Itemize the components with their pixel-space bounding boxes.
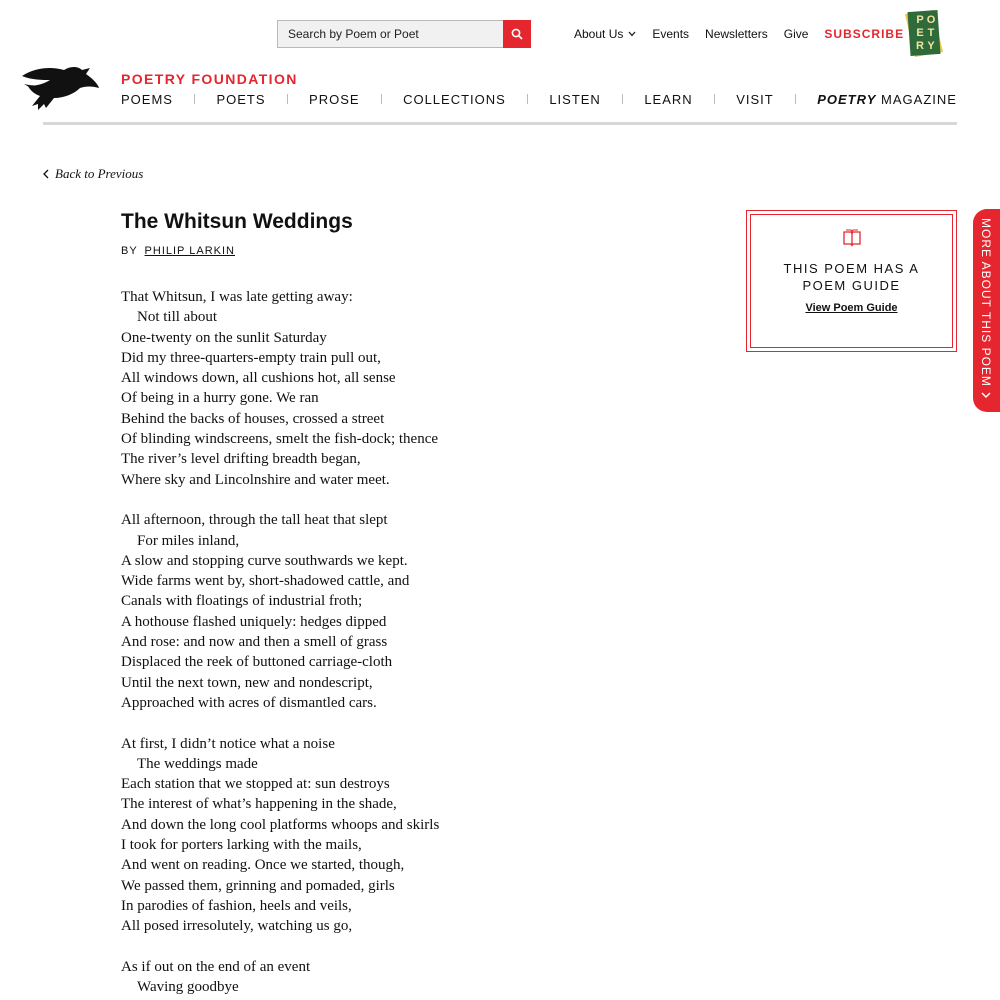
poem-line: A hothouse flashed uniquely: hedges dipped (121, 613, 387, 630)
poem-line: One-twenty on the sunlit Saturday (121, 329, 327, 346)
poem-guide-heading (751, 260, 952, 294)
poem-line: And rose: and now and then a smell of grass (121, 634, 388, 651)
poem-line: At first, I didn’t notice what a noise (121, 735, 335, 752)
poem-line: The river’s level drifting breadth began, (121, 451, 361, 468)
nav-poets[interactable]: POETS (216, 91, 266, 107)
poem-line: Until the next town, new and nondescript, (121, 674, 373, 691)
poem-line: A slow and stopping curve southwards we kept. (121, 552, 408, 569)
logo-letter: T (927, 27, 935, 39)
stanza-break (121, 937, 681, 957)
nav-listen[interactable]: LISTEN (549, 91, 601, 107)
poem-body (121, 287, 681, 997)
nav-visit[interactable]: VISIT (736, 91, 774, 107)
nav-separator (714, 94, 715, 104)
back-to-previous-link[interactable] (43, 166, 143, 182)
logo-letter: P (916, 14, 924, 26)
poem-guide-heading-line-2: POEM GUIDE (802, 278, 901, 293)
poem-line: All posed irresolutely, watching us go, (121, 918, 353, 935)
poem-line: Not till about (137, 309, 217, 326)
logo-letter: Y (927, 40, 935, 52)
nav-poems[interactable]: POEMS (121, 91, 173, 107)
about-us-menu[interactable] (574, 27, 636, 41)
nav-magazine-rest: MAGAZINE (881, 91, 957, 107)
poem-line: All afternoon, through the tall heat that slept (121, 512, 388, 529)
poem-title: The Whitsun Weddings (121, 210, 353, 233)
nav-separator (622, 94, 623, 104)
search-icon (511, 28, 523, 40)
nav-learn[interactable]: LEARN (644, 91, 693, 107)
search-button[interactable] (503, 20, 531, 48)
poem-line: All windows down, all cushions hot, all sense (121, 370, 396, 387)
poem-line: As if out on the end of an event (121, 958, 311, 975)
poem-line: Behind the backs of houses, crossed a street (121, 410, 385, 427)
poem-line: We passed them, grinning and pomaded, girls (121, 877, 395, 894)
poem-line: Each station that we stopped at: sun destroys (121, 776, 390, 793)
poem-guide-heading-line-1: THIS POEM HAS A (783, 261, 920, 276)
open-book-icon (842, 229, 862, 247)
poem-line: Approached with acres of dismantled cars. (121, 694, 377, 711)
poem-line: For miles inland, (137, 532, 240, 549)
poem-line: Canals with floatings of industrial froth; (121, 593, 363, 610)
main-nav (121, 90, 957, 108)
author-link[interactable]: PHILIP LARKIN (144, 245, 235, 257)
give-link[interactable]: Give (783, 27, 809, 41)
poem-line: Where sky and Lincolnshire and water meet. (121, 471, 390, 488)
more-about-tab-label: MORE ABOUT THIS POEM (979, 218, 993, 387)
poem-byline (121, 245, 235, 257)
poem-line: Wide farms went by, short-shadowed cattle, and (121, 573, 410, 590)
view-poem-guide-link[interactable]: View Poem Guide (805, 302, 898, 314)
poem-line: I took for porters larking with the mails, (121, 837, 362, 854)
poem-line: The interest of what’s happening in the shade, (121, 796, 397, 813)
events-link[interactable]: Events (652, 27, 690, 41)
nav-separator (381, 94, 382, 104)
utility-nav (574, 25, 904, 43)
poetry-magazine-logo[interactable] (903, 8, 945, 58)
nav-separator (194, 94, 195, 104)
nav-separator (795, 94, 796, 104)
stanza-break (121, 490, 681, 510)
poem-line: The weddings made (137, 755, 258, 772)
search-box (277, 20, 531, 48)
nav-prose[interactable]: PROSE (309, 91, 360, 107)
poem-line: That Whitsun, I was late getting away: (121, 289, 353, 305)
back-link-label: Back to Previous (55, 166, 144, 181)
nav-separator (527, 94, 528, 104)
poem-line: Of being in a hurry gone. We ran (121, 390, 319, 407)
logo-letter: E (916, 27, 924, 39)
search-input[interactable] (278, 21, 504, 47)
subscribe-link[interactable]: SUBSCRIBE (824, 27, 905, 41)
pegasus-logo-icon[interactable] (20, 64, 100, 112)
poem-line: And went on reading. Once we started, though, (121, 857, 405, 874)
newsletters-link[interactable]: Newsletters (705, 27, 768, 41)
chevron-down-icon (628, 31, 636, 37)
about-us-label: About Us (574, 27, 624, 41)
poem-line: Did my three-quarters-empty train pull out, (121, 349, 381, 366)
chevron-down-icon (981, 391, 991, 399)
chevron-left-icon (43, 169, 49, 179)
logo-letter: R (916, 40, 924, 52)
logo-letter: O (926, 14, 936, 26)
poem-guide-card-inner (750, 214, 953, 348)
poem-line: Waving goodbye (137, 979, 239, 996)
byline-prefix: BY (121, 245, 138, 257)
nav-collections[interactable]: COLLECTIONS (403, 91, 506, 107)
poem-guide-card (746, 210, 957, 352)
more-about-this-poem-tab[interactable] (973, 209, 1000, 412)
poem-line: Of blinding windscreens, smelt the fish-dock; thence (121, 431, 439, 448)
nav-poetry-magazine[interactable] (817, 92, 957, 107)
header-divider (43, 122, 957, 125)
nav-magazine-em: POETRY (817, 91, 877, 107)
stanza-break (121, 713, 681, 733)
poem-line: In parodies of fashion, heels and veils, (121, 897, 352, 914)
nav-separator (287, 94, 288, 104)
brand-name[interactable]: POETRY FOUNDATION (121, 71, 298, 87)
poem-line: Displaced the reek of buttoned carriage-cloth (121, 654, 393, 671)
poem-line: And down the long cool platforms whoops and skirls (121, 816, 440, 833)
